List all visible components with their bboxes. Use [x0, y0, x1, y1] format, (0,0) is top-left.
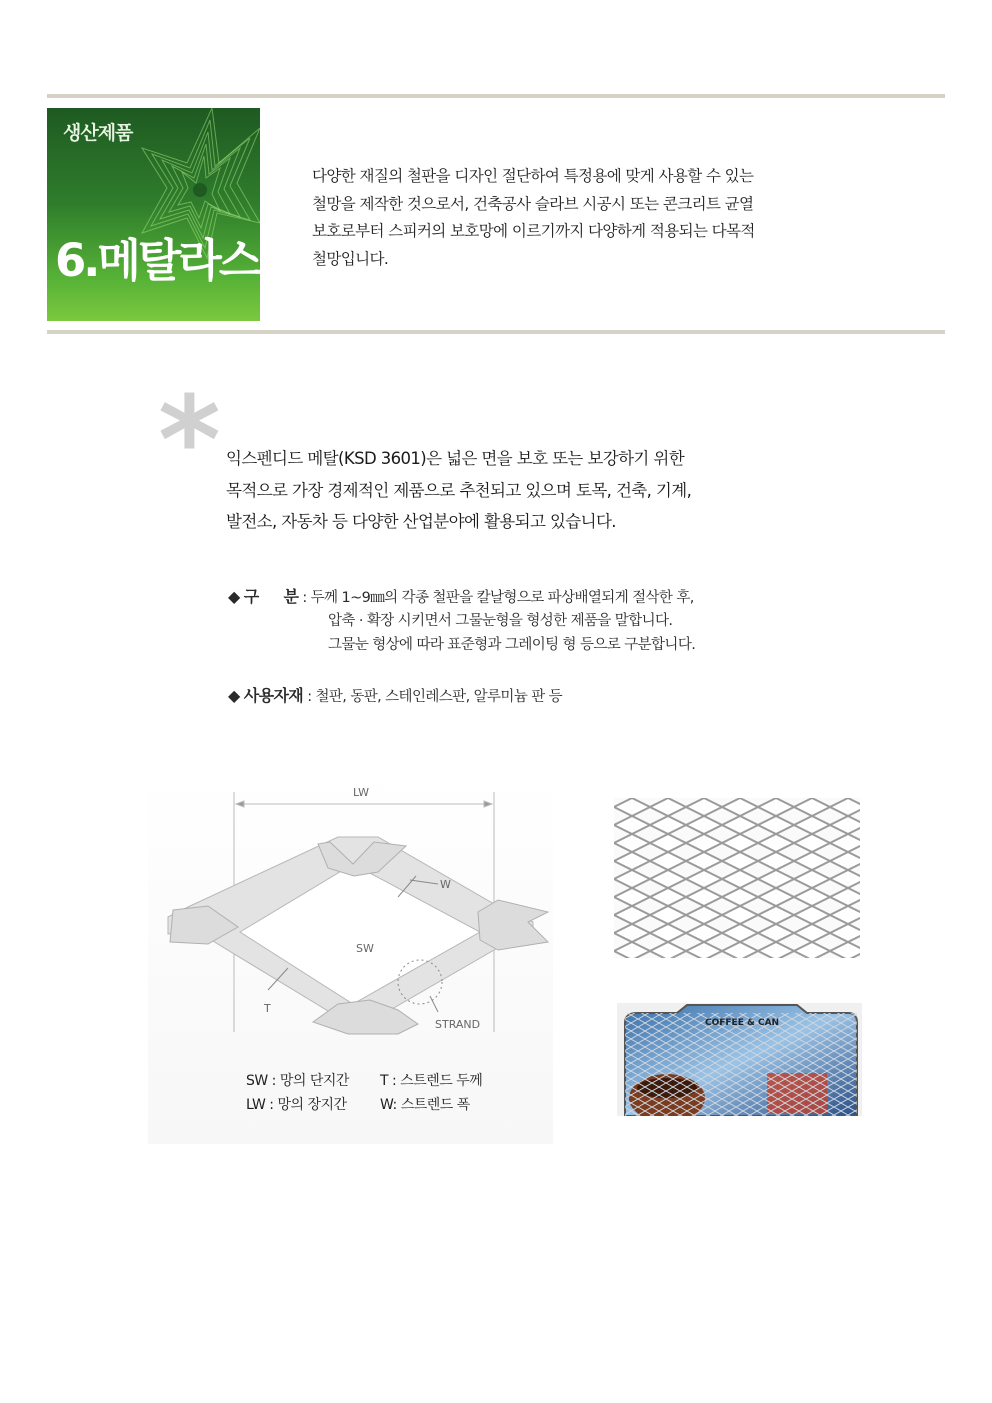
mesh-sample-image [614, 798, 860, 958]
t-label: T [264, 1002, 271, 1015]
diagram-legend [246, 1069, 483, 1117]
diamond-bullet-icon: ◆ [228, 686, 240, 705]
classification-text: 압축 · 확장 시키면서 그물눈형을 형성한 제품을 말합니다. [328, 613, 673, 629]
materials-spec [228, 684, 562, 709]
description-line: 철망을 제작한 것으로서, 건축공사 슬라브 시공시 또는 콘크리트 균열 [312, 194, 754, 213]
classification-spec [228, 585, 695, 657]
lead-line: 목적으로 가장 경제적인 제품으로 추천되고 있으며 토목, 건축, 기계, [226, 480, 692, 500]
legend-lw: LW : 망의 장지간 [246, 1097, 347, 1113]
category-label: 생산제품 [63, 122, 133, 144]
classification-text: : 두께 1~9㎜의 각종 철판을 칼날형으로 파상배열되게 절삭한 후, [302, 590, 694, 606]
legend-t: T : 스트렌드 두께 [380, 1073, 483, 1089]
product-description [312, 163, 792, 273]
sw-label: SW [356, 942, 374, 955]
materials-label: 사용자재 [243, 686, 304, 705]
lead-line: 발전소, 자동차 등 다양한 산업분야에 활용되고 있습니다. [226, 512, 616, 531]
asterisk-icon: * [158, 372, 221, 511]
photo-sign-text: COFFEE & CAN [705, 1018, 780, 1028]
speaker-grille-photo [617, 1003, 862, 1116]
strand-diagram-illustration [148, 772, 553, 1144]
lead-paragraph [226, 443, 691, 538]
classification-label: 구 분 [243, 587, 299, 606]
description-line: 철망입니다. [312, 249, 389, 268]
strand-label: STRAND [435, 1018, 481, 1031]
w-label: W [440, 878, 451, 891]
legend-w: W: 스트렌드 폭 [380, 1097, 470, 1113]
diamond-bullet-icon: ◆ [228, 587, 240, 606]
lead-line: 익스펜디드 메탈(KSD 3601)은 넓은 면을 보호 또는 보강하기 위한 [226, 449, 685, 468]
lw-label: LW [353, 786, 369, 799]
product-badge [47, 108, 260, 321]
materials-text: : 철판, 동판, 스테인레스판, 알루미늄 판 등 [307, 689, 563, 705]
strand-diagram [148, 772, 553, 1144]
bottom-divider [47, 330, 945, 334]
classification-text: 그물눈 형상에 따라 표준형과 그레이팅 형 등으로 구분합니다. [328, 637, 696, 653]
description-line: 보호로부터 스피커의 보호망에 이르기까지 다양하게 적용되는 다목적 [312, 222, 755, 240]
product-title: 6.메탈라스 [55, 234, 260, 287]
legend-sw: SW : 망의 단지간 [246, 1073, 349, 1089]
top-divider [47, 94, 945, 98]
description-line: 다양한 재질의 철판을 디자인 절단하여 특정용에 맞게 사용할 수 있는 [312, 167, 754, 185]
